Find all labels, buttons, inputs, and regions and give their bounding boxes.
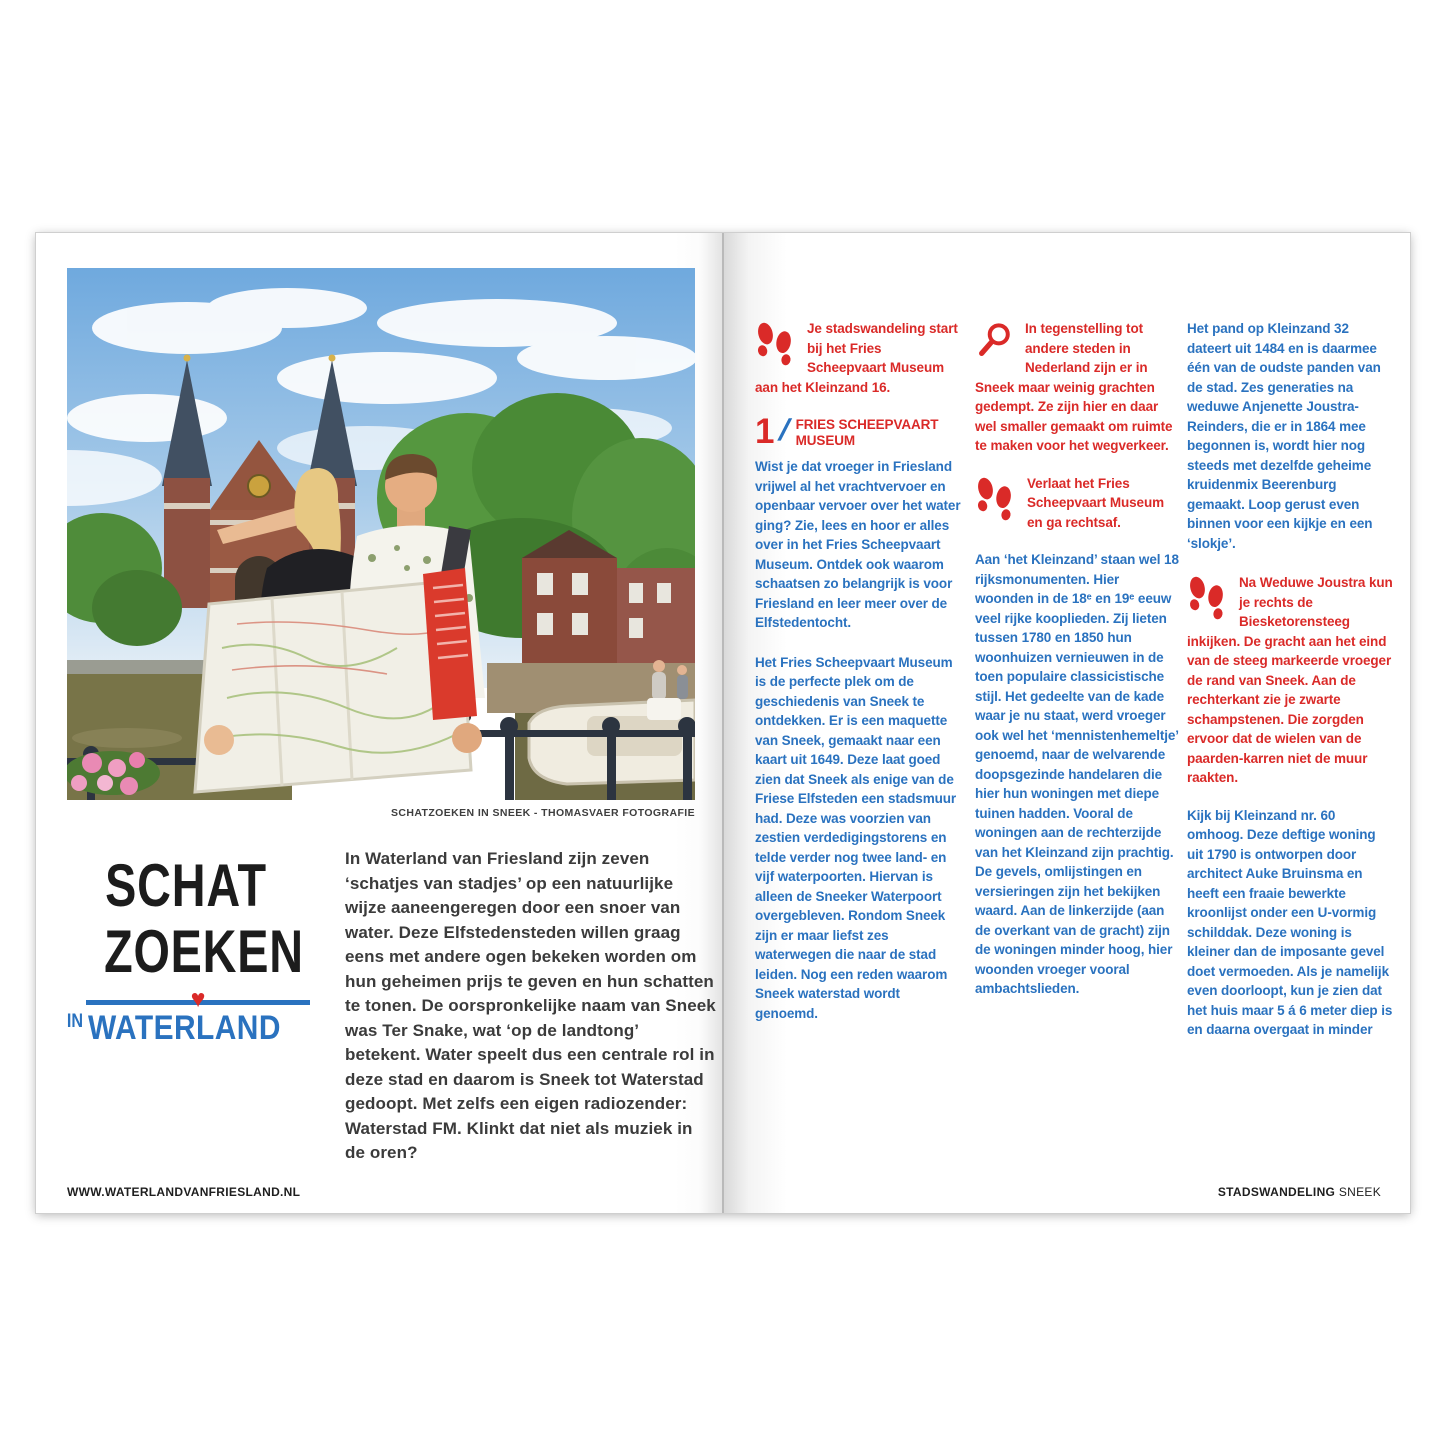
stop-number: 1 xyxy=(755,412,775,451)
logo-line-schat: SCHAT xyxy=(105,852,267,919)
walk-instruction-3-text: Na Weduwe Joustra kun je rechts de Biesketorensteeg inkijken. De gracht aan het eind van de steeg markeerde vroeger de rand van Sneek. Aan de rechterkant zie je zwarte schampstenen. Die zorgden ervoor dat de wielen van de paarden-karren niet de muur raakten. xyxy=(1187,575,1393,785)
column-1 xyxy=(755,319,961,1185)
body-paragraph: Het Fries Scheepvaart Museum is de perfecte plek om de geschiedenis van Sneek te ontdekken. Er is een maquette van Sneek, gemaakt naar een kaart uit 1649. Deze laat goed zien dat Sneek als enige van de Friese Elfsteden een stadsmuur had. Deze was voorzien van zestien verdedigingstorens en telde verder nog twee land- en vijf waterpoorten. Hiervan is alleen de Sneeker Waterpoort overgebleven. Rondom Sneek zijn er maar liefst zes waterwegen die naar de stad leiden. Nog een reden waarom Sneek waterstad wordt genoemd. xyxy=(755,654,957,1021)
body-paragraph: Het pand op Kleinzand 32 dateert uit 1484 en is daarmee één van de oudste panden van de stad. Zes generaties na weduwe Anjenette Joustra-Reinders, die er in 1864 mee begonnen is, wordt hier nog steeds met dezelfde geheime kruidenmix Beerenburg gemaakt. Loop gerust even binnen voor een kijkje en een ‘slokje’. xyxy=(1187,321,1381,551)
footsteps-icon xyxy=(755,321,795,375)
column-3 xyxy=(1187,319,1393,1185)
body-paragraph: Aan ‘het Kleinzand’ staan wel 18 rijksmonumenten. Hier woonden in de 18ᵉ en 19ᵉ eeuw veel rijke kooplieden. Zij lieten tussen 1780 en 1850 hun woonhuizen vernieuwen in de toen populaire classicistische stijl. Het gedeelte van de kade waar je nu staat, werd vroeger ook wel het ‘mennistenhemeltje’ genoemd, naar de welvarende doopsgezinde handelaren die hier hun woningen met diepe tuinen hadden. Vooral de woningen aan de rechterzijde van het Kleinzand zijn prachtig. De gevels, omlijstingen en versieringen zijn het bekijken waard. Aan de linkerzijde (aan de overkant van de gracht) zijn de woningen minder hoog, hier woonden vroeger vooral ambachtslieden. xyxy=(975,552,1179,996)
footsteps-icon xyxy=(975,476,1015,530)
website-footer: WWW.WATERLANDVANFRIESLAND.NL xyxy=(67,1185,301,1199)
logo-waterland-label: WATERLAND xyxy=(88,1009,282,1047)
walk-instruction-1 xyxy=(755,319,961,397)
page-left xyxy=(36,233,723,1213)
footer-city-label: SNEEK xyxy=(1338,1185,1381,1199)
magnifier-icon xyxy=(975,321,1013,367)
tip-note xyxy=(975,319,1181,456)
logo-schatzoeken xyxy=(67,852,304,1047)
map xyxy=(195,568,482,792)
heart-icon: ♥ xyxy=(190,985,206,1013)
stop-1-heading xyxy=(755,412,961,451)
body-paragraph: Wist je dat vroeger in Friesland vrijwel al het vrachtvervoer en openbaar vervoer over het water ging? Zie, lees en hoor er alles over in het Fries Scheepvaart Museum. Ontdek ook waarom schaatsen zo belangrijk is voor Friesland en leer meer over de Elfstedentocht. xyxy=(755,459,961,630)
footer-section-label: STADSWANDELING xyxy=(1217,1185,1336,1199)
photo-caption: SCHATZOEKEN IN SNEEK - THOMASVAER FOTOGRAFIE xyxy=(390,807,695,819)
walk-instruction-3 xyxy=(1187,573,1393,788)
walk-instruction-2 xyxy=(975,474,1181,533)
footsteps-icon xyxy=(1187,575,1227,629)
column-2 xyxy=(975,319,1181,1185)
hero-photo xyxy=(67,268,695,800)
page-fold xyxy=(722,233,724,1213)
body-paragraph: Kijk bij Kleinzand nr. 60 omhoog. Deze deftige woning uit 1790 is ontworpen door architect Auke Bruinsma en heeft een fraaie bewerkte kroonlijst onder een U-vormig schilddak. Deze woning is kleiner dan de imposante gevel doet vermoeden. Als je namelijk even doorloopt, kun je zien dat het huis maar 5 á 6 meter diep is en daarna overgaat in minder xyxy=(1187,807,1393,1037)
logo-line-waterland xyxy=(67,985,291,1047)
intro-paragraph: In Waterland van Friesland zijn zeven ‘schatjes van stadjes’ op een natuurlijke wijze aaneengeregen door een snoer van water. Deze Elfstedensteden willen graag eens met andere ogen bekeken worden om hun geheimen prijs te geven en hun schatten te tonen. De oorspronkelijke naam van Sneek was Ter Snake, wat ‘op de landtong’ betekent. Water speelt dus een centrale rol in deze stad en daarom is Sneek tot Waterstad gedoopt. Met zelfs een eigen radiozender: Waterstad FM. Klinkt dat niet als muziek in de oren? xyxy=(345,849,716,1162)
walk-instruction-2-text: Verlaat het Fries Scheepvaart Museum en ga rechtsaf. xyxy=(1027,475,1165,530)
page-right xyxy=(723,233,1410,1213)
hero-photo-illustration xyxy=(67,268,695,800)
stop-1-title: FRIES SCHEEPVAART MUSEUM xyxy=(795,417,939,448)
spread-pages xyxy=(36,233,1410,1213)
flowers xyxy=(67,751,160,795)
logo-in-label: IN xyxy=(67,1011,84,1032)
page-footer xyxy=(1218,1185,1381,1199)
walk-instruction-1-text: Je stadswandeling start bij het Fries Scheepvaart Museum aan het Kleinzand 16. xyxy=(755,321,958,395)
tip-note-text: In tegenstelling tot andere steden in Nederland zijn er in Sneek maar weinig grachten gedempt. Ze zijn hier en daar wel smaller gemaakt om ruimte te maken voor het wegverkeer. xyxy=(975,321,1173,453)
heading-slash: / xyxy=(775,414,795,447)
boat xyxy=(515,698,695,800)
logo-line-zoeken: ZOEKEN xyxy=(104,918,304,985)
